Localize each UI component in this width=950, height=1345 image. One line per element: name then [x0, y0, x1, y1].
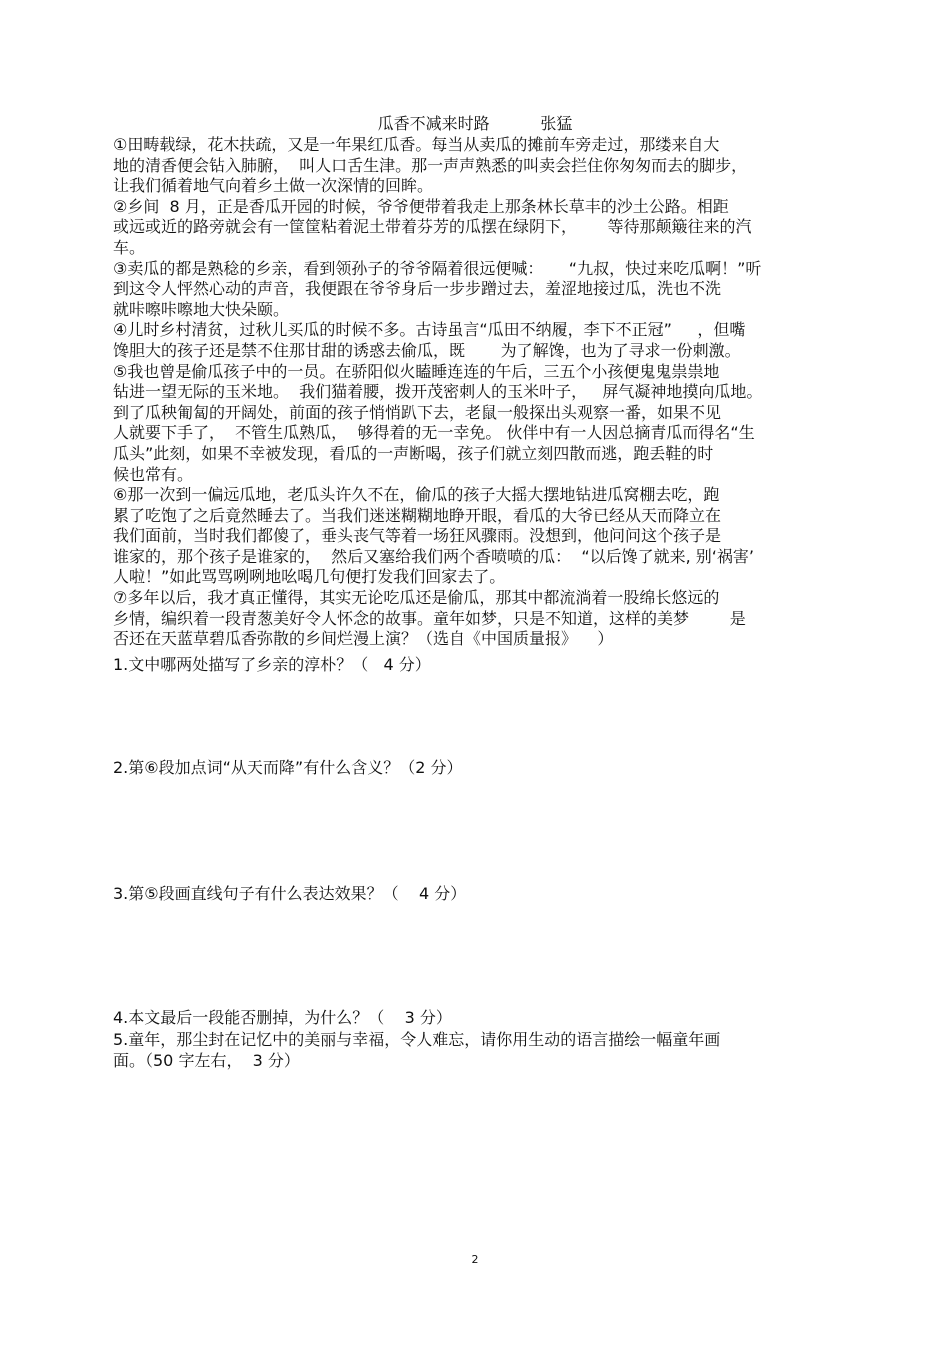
text-line: ④儿时乡村清贫，过秋儿买瓜的时候不多。古诗虽言“瓜田不纳履，李下不正冠” ，但嘴 [113, 320, 746, 340]
text-line: 人就要下手了， 不管生瓜熟瓜， 够得着的无一幸免。 伙伴中有一人因总摘青瓜而得名“生 [113, 423, 755, 443]
text-line: 到这令人怦然心动的声音，我便跟在爷爷身后一步步蹭过去，羞涩地接过瓜，洗也不洗 [113, 279, 722, 299]
text-line: 到了瓜秧匍匐的开阔处，前面的孩子悄悄趴下去，老鼠一般探出头观察一番，如果不见 [113, 402, 722, 422]
question-1: 1.文中哪两处描写了乡亲的淳朴？（ 4 分） [113, 655, 431, 674]
article-body [113, 135, 853, 650]
text-line: 乡情，编织着一段青葱美好令人怀念的故事。童年如梦，只是不知道，这样的美梦 是 [113, 608, 746, 628]
text-line: ⑦多年以后，我才真正懂得，其实无论吃瓜还是偷瓜，那其中都流淌着一股绵长悠远的 [113, 588, 720, 608]
text-line: ⑤我也曾是偷瓜孩子中的一员。在骄阳似火瞌睡连连的午后，三五个小孩便鬼鬼祟祟地 [113, 361, 720, 381]
question-5-line-2: 面。（50 字左右， 3 分） [113, 1051, 300, 1070]
question-5-line-1: 5.童年，那尘封在记忆中的美丽与幸福，令人难忘，请你用生动的语言描绘一幅童年画 [113, 1030, 721, 1049]
text-line: ②乡间 8 月，正是香瓜开园的时候，爷爷便带着我走上那条林长草丰的沙土公路。相距 [113, 196, 729, 216]
text-line: ⑥那一次到一偏远瓜地，老瓜头许久不在，偷瓜的孩子大摇大摆地钻进瓜窝棚去吃，跑 [113, 485, 720, 505]
text-line: ①田畴载绿，花木扶疏，又是一年果红瓜香。每当从卖瓜的摊前车旁走过，那缕来自大 [113, 135, 720, 154]
page-number: 2 [471, 1253, 479, 1266]
text-line: 馋胆大的孩子还是禁不住那甘甜的诱惑去偷瓜，既 为了解馋，也为了寻求一份刺激。 [113, 340, 741, 360]
question-2: 2.第⑥段加点词“从天而降”有什么含义？（2 分） [113, 758, 463, 777]
text-line: 候也常有。 [113, 464, 194, 484]
text-line: 瓜头”此刻，如果不幸被发现，看瓜的一声断喝，孩子们就立刻四散而逃，跑丢鞋的时 [113, 443, 714, 463]
question-4: 4.本文最后一段能否删掉，为什么？（ 3 分） [113, 1008, 452, 1027]
text-line: 人啦！”如此骂骂咧咧地吆喝几句便打发我们回家去了。 [113, 567, 506, 587]
text-line: 地的清香便会钻入肺腑， 叫人口舌生津。那一声声熟悉的叫卖会拦住你匆匆而去的脚步， [113, 155, 748, 175]
text-line: 让我们循着地气向着乡土做一次深情的回眸。 [113, 176, 434, 196]
text-line: 钻进一望无际的玉米地。 我们猫着腰，拨开茂密刺人的玉米叶子， 屏气凝神地摸向瓜地。 [113, 382, 763, 402]
text-line: 或远或近的路旁就会有一筐筐粘着泥土带着芬芳的瓜摆在绿阴下， 等待那颠簸往来的汽 [113, 217, 752, 237]
text-line: 累了吃饱了之后竟然睡去了。当我们迷迷糊糊地睁开眼，看瓜的大爷已经从天而降立在 [113, 505, 722, 525]
question-3: 3.第⑤段画直线句子有什么表达效果？（ 4 分） [113, 884, 467, 903]
text-line: 否还在天蓝草碧瓜香弥散的乡间烂漫上演？（选自《中国质量报》 ） [113, 629, 614, 649]
text-line: 车。 [113, 237, 146, 257]
text-line: 谁家的，那个孩子是谁家的， 然后又塞给我们两个香喷喷的瓜： “以后馋了就来, 别‘祸害’ [113, 546, 754, 566]
text-line: 就咔嚓咔嚓地大快朵颐。 [113, 299, 290, 319]
article-title: 瓜香不减来时路 张猛 [377, 114, 573, 133]
text-line: ③卖瓜的都是熟稔的乡亲，看到领孙子的爷爷隔着很远便喊： “九叔，快过来吃瓜啊！”听 [113, 258, 762, 278]
text-line: 我们面前，当时我们都傻了，垂头丧气等着一场狂风骤雨。没想到，他问问这个孩子是 [113, 526, 722, 546]
